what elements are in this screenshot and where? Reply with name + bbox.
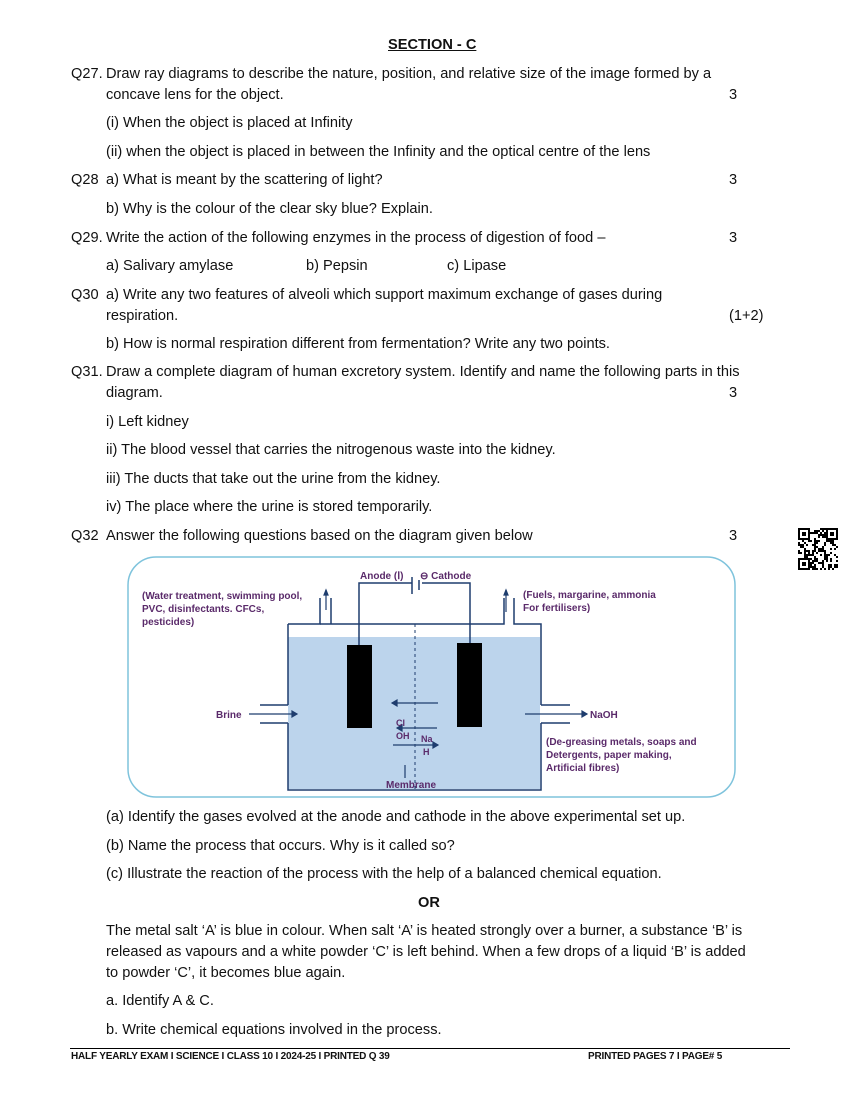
footer-rule (70, 1048, 790, 1049)
q31-marks: 3 (729, 385, 738, 401)
cathode-label: ⊖ Cathode (420, 571, 472, 582)
q29-marks: 3 (729, 230, 738, 246)
q29-option-a: a) Salivary amylase (106, 258, 234, 274)
naoh-uses-3: Artificial fibres) (546, 763, 620, 774)
q32-marks: 3 (729, 528, 738, 544)
q27-part-ii: (ii) when the object is placed in between the Infinity and the optical centre of the lens (106, 144, 651, 160)
ion-na: Na (421, 734, 433, 744)
q30-a: a) Write any two features of alveoli which support maximum exchange of gases during (106, 287, 663, 303)
naoh-label: NaOH (590, 710, 618, 721)
alt-part-b: b. Write chemical equations involved in the process. (106, 1022, 442, 1038)
cathode-electrode (457, 643, 482, 727)
q28-number: Q28 (71, 172, 99, 188)
chlorine-uses-3: pesticides) (142, 617, 195, 628)
q32-part-a: (a) Identify the gases evolved at the anode and cathode in the above experimental set up. (106, 809, 686, 825)
q29-text: Write the action of the following enzymes in the process of digestion of food – (106, 230, 606, 246)
ion-cl: Cl (396, 718, 405, 728)
hydrogen-uses-1: (Fuels, margarine, ammonia (523, 590, 656, 601)
q29-option-b: b) Pepsin (306, 258, 368, 274)
alt-question-line-1: The metal salt ‘A’ is blue in colour. When salt ‘A’ is heated strongly over a burner, a substance ‘B’ is (106, 923, 743, 939)
q28-b: b) Why is the colour of the clear sky blue? Explain. (106, 201, 433, 217)
brine-label: Brine (216, 710, 242, 721)
q27-marks: 3 (729, 87, 738, 103)
hydrogen-uses-2: For fertilisers) (523, 603, 591, 614)
q30-marks: (1+2) (729, 308, 764, 324)
ion-h: H (423, 747, 430, 757)
q27-text: Draw ray diagrams to describe the nature, position, and relative size of the image formed by a (106, 66, 712, 82)
footer-left: HALF YEARLY EXAM I SCIENCE I CLASS 10 I 2024-25 I PRINTED Q 39 (71, 1051, 390, 1062)
q30-b: b) How is normal respiration different from fermentation? Write any two points. (106, 336, 610, 352)
footer-right: PRINTED PAGES 7 I PAGE# 5 (588, 1051, 723, 1062)
q28-a: a) What is meant by the scattering of light? (106, 172, 383, 188)
q31-text: Draw a complete diagram of human excretory system. Identify and name the following parts in this (106, 364, 740, 380)
or-divider: OR (418, 895, 440, 911)
naoh-uses-1: (De-greasing metals, soaps and (546, 737, 697, 748)
membrane-label: Membrane (386, 780, 437, 791)
q30-a-cont: respiration. (106, 308, 179, 324)
ion-oh: OH (396, 731, 410, 741)
anode-label: Anode (Ⅰ) (360, 571, 404, 582)
alt-part-a: a. Identify A & C. (106, 993, 214, 1009)
alt-question-line-3: to powder ‘C’, it becomes blue again. (106, 965, 346, 981)
q31-part-i: i) Left kidney (106, 414, 189, 430)
section-title: SECTION - C (388, 37, 477, 53)
q31-part-iv: iv) The place where the urine is stored temporarily. (106, 499, 433, 515)
q28-marks: 3 (729, 172, 738, 188)
chlorine-uses-2: PVC, disinfectants. CFCs, (142, 604, 265, 615)
alt-question-line-2: released as vapours and a white powder ‘C’ is left behind. When a few drops of a liquid ‘B’ is added (106, 944, 746, 960)
chlorine-uses-1: (Water treatment, swimming pool, (142, 591, 303, 602)
q31-number: Q31. (71, 364, 103, 380)
q27-number: Q27. (71, 66, 103, 82)
q29-number: Q29. (71, 230, 103, 246)
q31-part-ii: ii) The blood vessel that carries the nitrogenous waste into the kidney. (106, 442, 556, 458)
anode-electrode (347, 645, 372, 728)
q32-part-b: (b) Name the process that occurs. Why is it called so? (106, 838, 455, 854)
q31-text-cont: diagram. (106, 385, 163, 401)
electrolyte-liquid (288, 637, 540, 789)
q32-part-c: (c) Illustrate the reaction of the process with the help of a balanced chemical equation. (106, 866, 662, 882)
q27-text-cont: concave lens for the object. (106, 87, 284, 103)
q31-part-iii: iii) The ducts that take out the urine from the kidney. (106, 471, 441, 487)
q27-part-i: (i) When the object is placed at Infinity (106, 115, 353, 131)
q29-option-c: c) Lipase (447, 258, 507, 274)
q32-text: Answer the following questions based on the diagram given below (106, 528, 533, 544)
q30-number: Q30 (71, 287, 99, 303)
q32-number: Q32 (71, 528, 99, 544)
naoh-uses-2: Detergents, paper making, (546, 750, 672, 761)
